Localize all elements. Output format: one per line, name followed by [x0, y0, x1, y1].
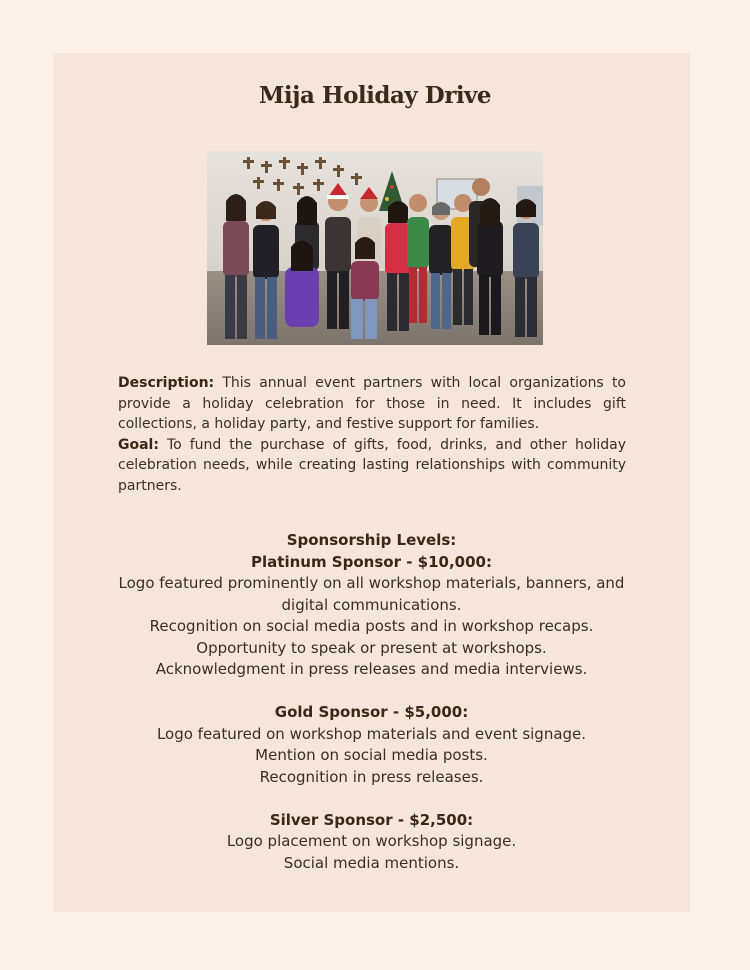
platinum-title: Platinum Sponsor - $10,000: [251, 552, 492, 571]
platinum-benefit: Recognition on social media posts and in workshop recaps. [149, 617, 594, 635]
platinum-benefit: Logo featured prominently on all workshop materials, banners, and digital communications. [118, 574, 625, 614]
silver-benefit: Logo placement on workshop signage. [226, 832, 517, 850]
description-block [118, 373, 626, 496]
description-text: This annual event partners with local organizations to provide a holiday celebration for those in need. It includes gift collections, a holiday party, and festive support for families. [118, 375, 626, 432]
silver-title: Silver Sponsor - $2,500: [269, 810, 474, 829]
page-title: Mija Holiday Drive [258, 82, 492, 109]
description-paragraph [118, 373, 626, 435]
group-photo [207, 151, 543, 345]
goal-label: Goal: [118, 436, 159, 453]
gold-benefit: Recognition in press releases. [259, 767, 484, 786]
platinum-benefit: Opportunity to speak or present at workshops. [196, 638, 547, 657]
gold-title: Gold Sponsor - $5,000: [274, 703, 469, 721]
gold-benefit: Logo featured on workshop materials and event signage. [156, 724, 587, 743]
goal-paragraph [118, 435, 626, 497]
spacer [53, 681, 690, 703]
description-label: Description: [118, 375, 215, 391]
goal-text: To fund the purchase of gifts, food, drinks, and other holiday celebration needs, while creating lasting relationships with community partners. [118, 436, 626, 494]
silver-benefit: Social media mentions. [283, 853, 460, 872]
group-photo-illustration [207, 151, 543, 345]
platinum-benefit: Acknowledgment in press releases and media interviews. [155, 660, 588, 678]
gold-benefit: Mention on social media posts. [255, 746, 488, 764]
sponsorship-heading: Sponsorship Levels: [286, 531, 457, 549]
sponsorship-levels [53, 530, 690, 874]
spacer [53, 788, 690, 810]
